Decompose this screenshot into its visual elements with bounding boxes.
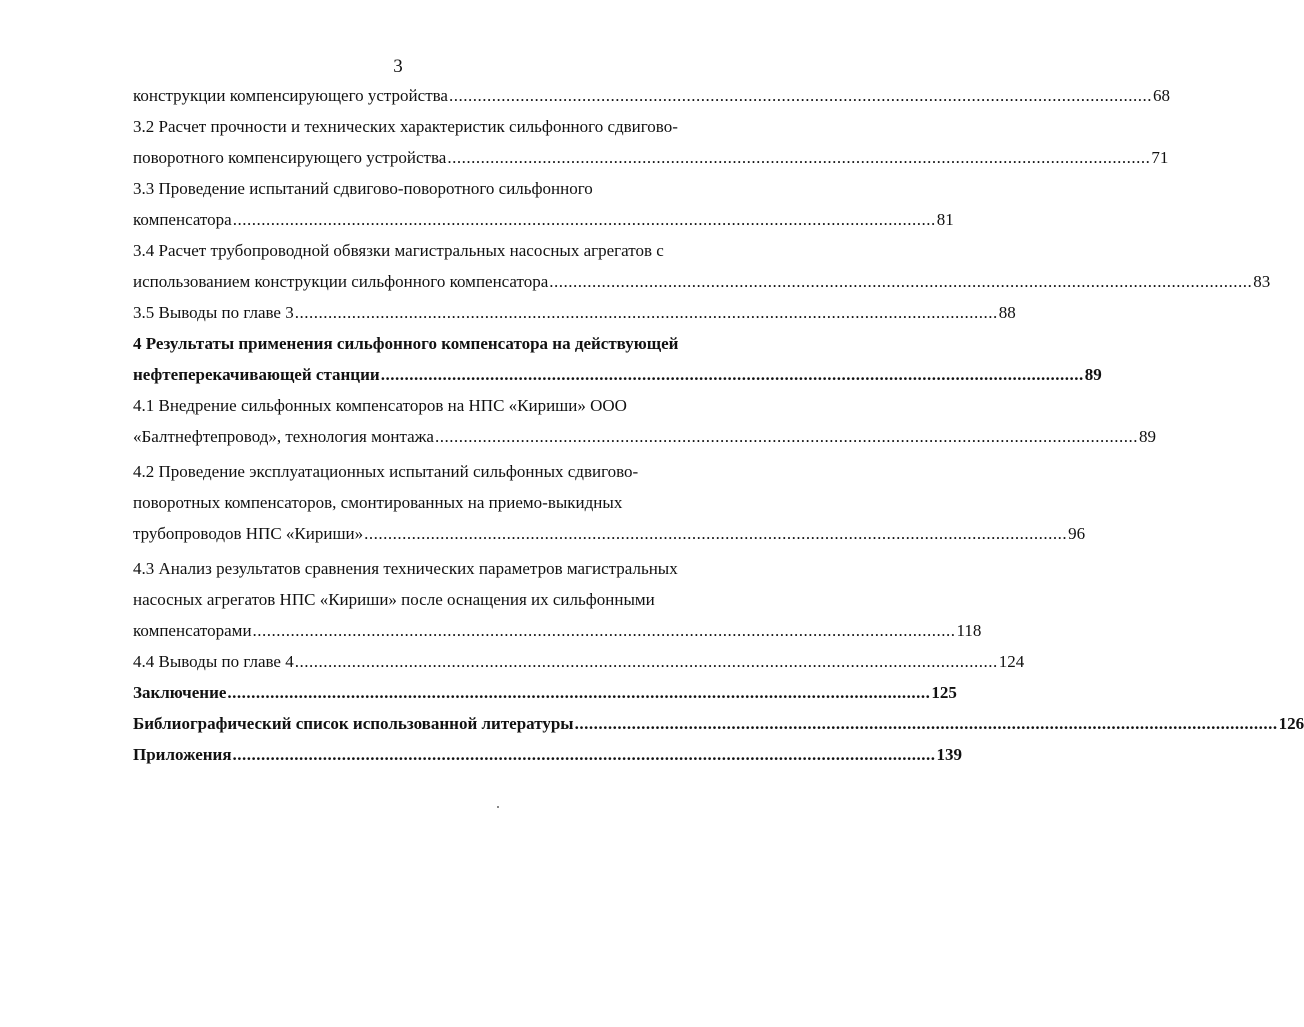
toc-line	[133, 462, 723, 482]
dot-leader: ....................................................................................................................................................	[549, 272, 1253, 291]
toc-entry-text: 3.3 Проведение испытаний сдвигово-поворотного сильфонного	[133, 179, 593, 198]
toc-entry-text: 4.1 Внедрение сильфонных компенсаторов на НПС «Кириши» ООО	[133, 396, 627, 415]
toc-line	[133, 148, 1169, 168]
toc-entry-text: 3.2 Расчет прочности и технических характеристик сильфонного сдвигово-	[133, 117, 678, 136]
dot-leader: ....................................................................................................................................................	[434, 427, 1138, 446]
toc-entry-text: 4.3 Анализ результатов сравнения технических параметров магистральных	[133, 559, 678, 578]
dot-leader: ....................................................................................................................................................	[294, 303, 998, 322]
dot-leader: ....................................................................................................................................................	[252, 621, 956, 640]
toc-entry-text: компенсатора	[133, 210, 232, 229]
toc-line	[133, 272, 1271, 292]
toc-page-ref: 68	[1152, 86, 1170, 105]
scan-speck	[497, 806, 499, 808]
toc-entry-text: конструкции компенсирующего устройства	[133, 86, 448, 105]
toc-line	[133, 427, 1156, 447]
toc-entry-text: Приложения	[133, 745, 232, 764]
toc-page-ref: 89	[1138, 427, 1156, 446]
toc-page-ref: 96	[1068, 524, 1086, 543]
toc-line	[133, 86, 1170, 106]
dot-leader: ....................................................................................................................................................	[448, 86, 1152, 105]
toc-page-ref: 88	[998, 303, 1016, 322]
toc-line	[133, 334, 723, 354]
toc-page-ref: 89	[1084, 365, 1102, 384]
toc-entry-text: компенсаторами	[133, 621, 252, 640]
toc-line	[133, 241, 723, 261]
toc-page-ref: 81	[936, 210, 954, 229]
page-number: 3	[393, 56, 403, 77]
toc-entry-text: нефтеперекачивающей станции	[133, 365, 380, 384]
toc-entry-text: 4.4 Выводы по главе 4	[133, 652, 294, 671]
toc-line	[133, 714, 1304, 734]
dot-leader: ....................................................................................................................................................	[227, 683, 931, 702]
toc-page-ref: 125	[931, 683, 957, 702]
toc-line	[133, 303, 1016, 323]
toc-entry-text: использованием конструкции сильфонного компенсатора	[133, 272, 549, 291]
toc-line	[133, 117, 723, 137]
toc-entry-text: трубопроводов НПС «Кириши»	[133, 524, 364, 543]
toc-entry-text: поворотных компенсаторов, смонтированных на приемо-выкидных	[133, 493, 623, 512]
toc-page-ref: 83	[1253, 272, 1271, 291]
toc-line	[133, 652, 1025, 672]
toc-line	[133, 210, 954, 230]
toc-entry-text: 3.4 Расчет трубопроводной обвязки магистральных насосных агрегатов с	[133, 241, 664, 260]
toc-entry-text: поворотного компенсирующего устройства	[133, 148, 447, 167]
toc-page-ref: 71	[1151, 148, 1169, 167]
toc-page-ref: 126	[1278, 714, 1304, 733]
toc-line	[133, 493, 723, 513]
toc-line	[133, 621, 982, 641]
toc-entry-text: насосных агрегатов НПС «Кириши» после оснащения их сильфонными	[133, 590, 655, 609]
dot-leader: ....................................................................................................................................................	[364, 524, 1068, 543]
toc-line	[133, 559, 723, 579]
toc-entry-text: Библиографический список использованной литературы	[133, 714, 574, 733]
dot-leader: ....................................................................................................................................................	[232, 210, 936, 229]
toc-line	[133, 590, 723, 610]
toc-entry-text: Заключение	[133, 683, 227, 702]
toc-entry-text: 4 Результаты применения сильфонного компенсатора на действующей	[133, 334, 679, 353]
toc-page-ref: 118	[956, 621, 982, 640]
dot-leader: ....................................................................................................................................................	[380, 365, 1084, 384]
dot-leader: ....................................................................................................................................................	[447, 148, 1151, 167]
toc-page-ref: 139	[936, 745, 963, 764]
dot-leader: ....................................................................................................................................................	[574, 714, 1278, 733]
toc-entry-text: 3.5 Выводы по главе 3	[133, 303, 294, 322]
toc-line	[133, 745, 963, 765]
toc-line	[133, 179, 723, 199]
toc-page-ref: 124	[998, 652, 1025, 671]
toc-line	[133, 365, 1102, 385]
dot-leader: ....................................................................................................................................................	[232, 745, 936, 764]
toc-line	[133, 524, 1086, 544]
toc-line	[133, 683, 957, 703]
toc-line	[133, 396, 723, 416]
toc-entry-text: «Балтнефтепровод», технология монтажа	[133, 427, 434, 446]
toc-entry-text: 4.2 Проведение эксплуатационных испытаний сильфонных сдвигово-	[133, 462, 639, 481]
dot-leader: ....................................................................................................................................................	[294, 652, 998, 671]
